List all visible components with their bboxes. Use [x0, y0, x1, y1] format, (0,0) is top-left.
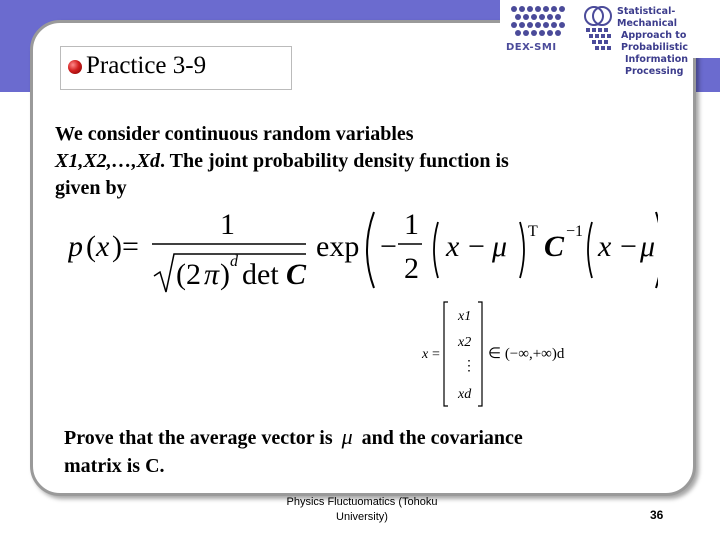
logo-line-3: Information Processing: [625, 54, 689, 77]
logo-line-2: Approach to Probabilistic: [621, 30, 689, 53]
svg-text:=: =: [432, 347, 440, 362]
svg-text:−: −: [380, 230, 397, 263]
vector-x2: x2: [458, 335, 472, 350]
svg-text:d: d: [230, 253, 238, 270]
prove-part-1: Prove that the average vector is: [64, 427, 338, 449]
svg-text:(: (: [86, 230, 96, 263]
vector-xd: xd: [458, 387, 472, 402]
joint-density-formula: [68, 200, 658, 296]
svg-text:C: C: [286, 258, 307, 291]
svg-text:det: det: [242, 258, 279, 291]
svg-text:x: x: [598, 230, 612, 263]
page-number: 36: [650, 508, 664, 522]
prove-statement: [64, 423, 644, 480]
svg-text:=: =: [122, 230, 139, 263]
footer-line-2: University): [336, 511, 388, 523]
svg-text:(2: (2: [176, 258, 201, 291]
mean-vector-symbol: μ: [341, 424, 353, 449]
dex-smi-label: DEX-SMI: [506, 42, 557, 53]
formula-lhs: p: [68, 230, 83, 263]
exp-function: exp: [316, 230, 360, 263]
svg-text:x: x: [422, 347, 429, 362]
svg-text:π: π: [204, 258, 220, 291]
svg-text:1: 1: [404, 208, 419, 241]
transpose-mark: T: [528, 223, 538, 240]
svg-text:μ: μ: [492, 230, 508, 263]
footer-text: [262, 495, 462, 525]
saip-emblem-icon: [582, 4, 616, 54]
slide-title: Practice 3-9: [86, 52, 207, 79]
vector-x1: x1: [458, 309, 472, 324]
svg-text:): ): [220, 258, 230, 291]
random-variables: X1,X2,…,Xd: [55, 150, 161, 172]
prove-line-1: [64, 423, 644, 452]
prove-line-2: matrix is C.: [64, 455, 165, 477]
svg-text:−: −: [468, 230, 485, 263]
saip-logo-text: [617, 6, 720, 78]
statement-line-3: given by: [55, 177, 127, 199]
bullet-icon: [68, 60, 82, 74]
svg-text:x: x: [446, 230, 460, 263]
dex-smi-logo-icon: [508, 4, 570, 44]
prove-part-2: and the covariance: [356, 427, 523, 449]
svg-text:x: x: [96, 230, 110, 263]
statement-line-2: [55, 148, 645, 175]
problem-statement: [55, 121, 645, 202]
inverse-mark: −1: [566, 223, 584, 240]
svg-text:C: C: [544, 230, 565, 263]
svg-text:): ): [112, 230, 122, 263]
formula-numerator: 1: [220, 208, 235, 241]
statement-line-2-rest: . The joint probability density function is: [160, 150, 509, 172]
svg-text:μ: μ: [640, 230, 656, 263]
vector-definition: [408, 298, 598, 410]
svg-text:2: 2: [404, 252, 419, 285]
statement-line-1: We consider continuous random variables: [55, 123, 414, 145]
footer-line-1: Physics Fluctuomatics (Tohoku: [286, 496, 438, 508]
logo-line-1: Statistical-Mechanical: [617, 6, 678, 29]
svg-text:⋮: ⋮: [462, 359, 476, 374]
vector-domain: ∈ (−∞,+∞)d: [488, 346, 565, 362]
svg-text:−: −: [620, 230, 637, 263]
